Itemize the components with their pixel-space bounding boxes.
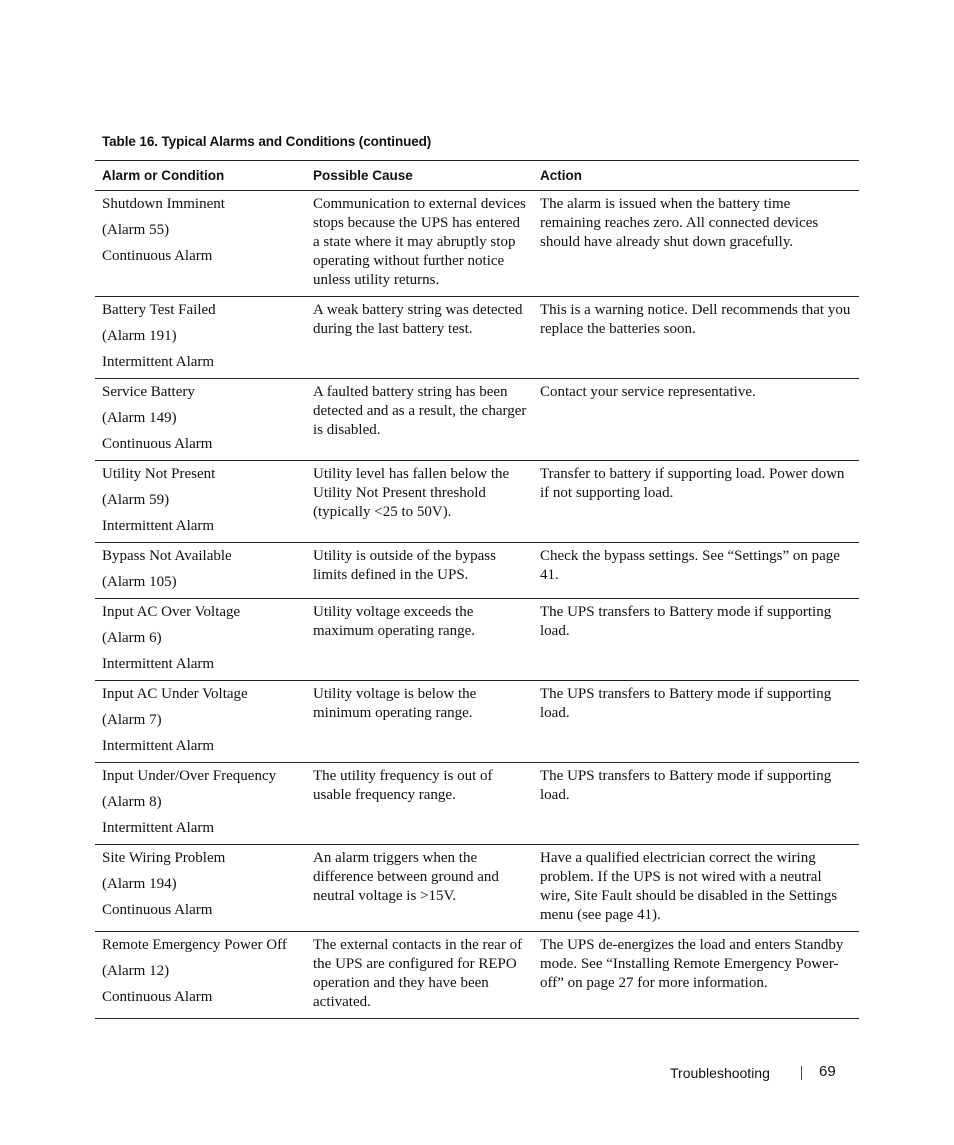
table-row <box>95 461 859 543</box>
table-caption: Table 16. Typical Alarms and Conditions (continued) <box>102 134 432 149</box>
alarm-type: Intermittent Alarm <box>102 656 215 672</box>
alarm-code: (Alarm 191) <box>102 328 177 344</box>
alarm-code: (Alarm 105) <box>102 574 177 590</box>
condition-cell <box>95 763 306 845</box>
condition-name: Bypass Not Available <box>102 548 232 564</box>
alarm-code: (Alarm 8) <box>102 794 162 810</box>
alarm-code: (Alarm 194) <box>102 876 177 892</box>
header-alarm-or-condition: Alarm or Condition <box>95 161 306 191</box>
condition-name: Utility Not Present <box>102 466 216 482</box>
alarm-type: Intermittent Alarm <box>102 354 215 370</box>
table-row <box>95 932 859 1019</box>
cause-cell: A weak battery string was detected during the last battery test. <box>306 297 533 379</box>
table-row <box>95 297 859 379</box>
table-row <box>95 599 859 681</box>
action-cell: Transfer to battery if supporting load. Power down if not supporting load. <box>533 461 859 543</box>
condition-cell <box>95 681 306 763</box>
alarms-table <box>95 160 859 1019</box>
alarm-code: (Alarm 59) <box>102 492 170 508</box>
condition-name: Input AC Under Voltage <box>102 686 248 702</box>
alarm-type: Continuous Alarm <box>102 248 213 264</box>
alarm-code: (Alarm 149) <box>102 410 177 426</box>
condition-cell <box>95 599 306 681</box>
alarm-type: Intermittent Alarm <box>102 518 215 534</box>
page-number: 69 <box>819 1063 836 1080</box>
footer-section-title: Troubleshooting <box>670 1065 770 1081</box>
condition-cell <box>95 461 306 543</box>
condition-name: Input AC Over Voltage <box>102 604 241 620</box>
alarm-type: Intermittent Alarm <box>102 738 215 754</box>
condition-cell <box>95 379 306 461</box>
table-row <box>95 681 859 763</box>
header-possible-cause: Possible Cause <box>306 161 533 191</box>
condition-name: Service Battery <box>102 384 195 400</box>
action-cell: The UPS de-energizes the load and enters Standby mode. See “Installing Remote Emergency Power-off” on page 27 for more information. <box>533 932 859 1019</box>
cause-cell: Utility level has fallen below the Utility Not Present threshold (typically <25 to 50V). <box>306 461 533 543</box>
table-header-row <box>95 161 859 191</box>
condition-cell <box>95 297 306 379</box>
alarm-type: Intermittent Alarm <box>102 820 215 836</box>
cause-cell: The utility frequency is out of usable frequency range. <box>306 763 533 845</box>
table-row <box>95 763 859 845</box>
cause-cell: Communication to external devices stops because the UPS has entered a state where it may abruptly stop operating without further notice unless utility returns. <box>306 191 533 297</box>
header-action: Action <box>533 161 859 191</box>
condition-cell <box>95 845 306 932</box>
cause-cell: A faulted battery string has been detected and as a result, the charger is disabled. <box>306 379 533 461</box>
action-cell: The UPS transfers to Battery mode if supporting load. <box>533 763 859 845</box>
cause-cell: Utility is outside of the bypass limits defined in the UPS. <box>306 543 533 599</box>
action-cell: This is a warning notice. Dell recommends that you replace the batteries soon. <box>533 297 859 379</box>
footer-separator <box>801 1066 802 1080</box>
condition-name: Input Under/Over Frequency <box>102 768 277 784</box>
alarm-type: Continuous Alarm <box>102 436 213 452</box>
cause-cell: An alarm triggers when the difference between ground and neutral voltage is >15V. <box>306 845 533 932</box>
condition-cell <box>95 191 306 297</box>
alarm-code: (Alarm 12) <box>102 963 170 979</box>
alarm-code: (Alarm 55) <box>102 222 170 238</box>
alarm-code: (Alarm 6) <box>102 630 162 646</box>
alarm-type: Continuous Alarm <box>102 902 213 918</box>
condition-cell <box>95 543 306 599</box>
condition-name: Battery Test Failed <box>102 302 216 318</box>
cause-cell: Utility voltage exceeds the maximum operating range. <box>306 599 533 681</box>
action-cell: Have a qualified electrician correct the wiring problem. If the UPS is not wired with a neutral wire, Site Fault should be disabled in the Settings menu (see page 41). <box>533 845 859 932</box>
alarm-code: (Alarm 7) <box>102 712 162 728</box>
action-cell: Check the bypass settings. See “Settings” on page 41. <box>533 543 859 599</box>
table-row <box>95 543 859 599</box>
alarm-type: Continuous Alarm <box>102 989 213 1005</box>
cause-cell: Utility voltage is below the minimum operating range. <box>306 681 533 763</box>
table-row <box>95 191 859 297</box>
table-row <box>95 845 859 932</box>
table-row <box>95 379 859 461</box>
condition-name: Site Wiring Problem <box>102 850 226 866</box>
condition-cell <box>95 932 306 1019</box>
action-cell: The alarm is issued when the battery time remaining reaches zero. All connected devices should have already shut down gracefully. <box>533 191 859 297</box>
action-cell: The UPS transfers to Battery mode if supporting load. <box>533 681 859 763</box>
action-cell: The UPS transfers to Battery mode if supporting load. <box>533 599 859 681</box>
action-cell: Contact your service representative. <box>533 379 859 461</box>
condition-name: Shutdown Imminent <box>102 196 225 212</box>
cause-cell: The external contacts in the rear of the UPS are configured for REPO operation and they have been activated. <box>306 932 533 1019</box>
condition-name: Remote Emergency Power Off <box>102 937 287 953</box>
table-body <box>95 191 859 1019</box>
